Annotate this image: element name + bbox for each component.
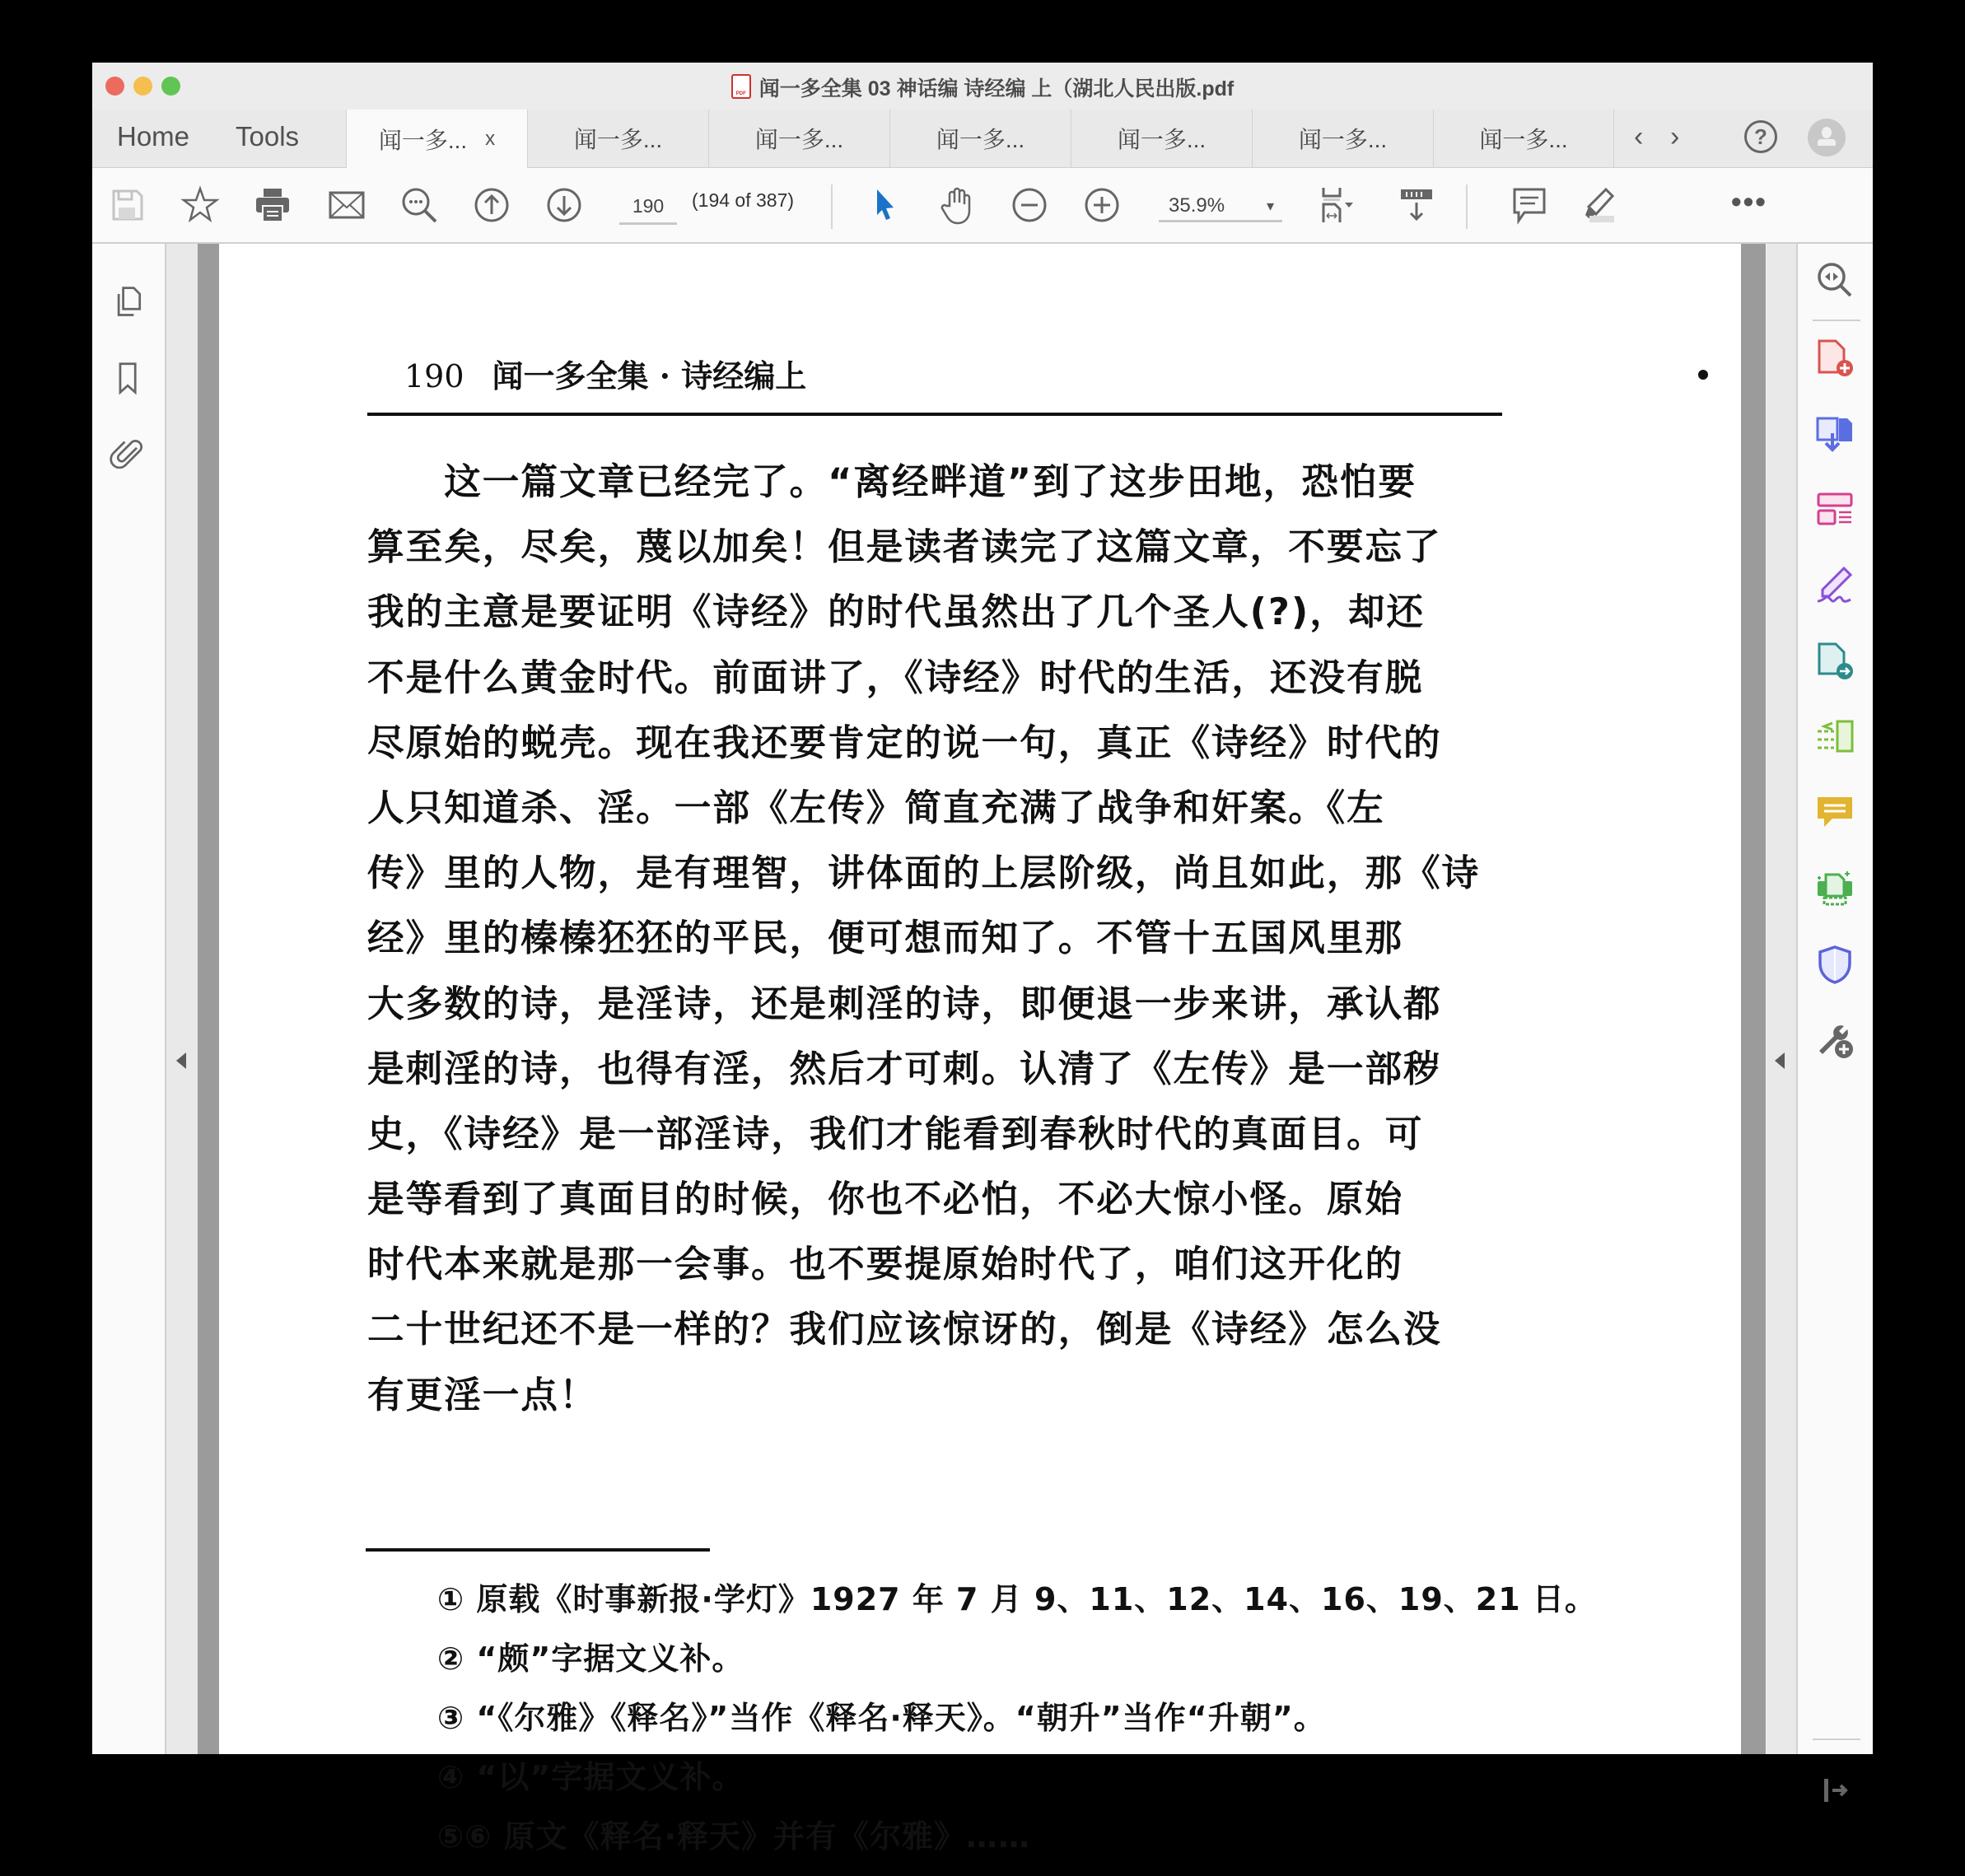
tab-label: 闻一多... xyxy=(1479,127,1568,152)
bookmarks-icon[interactable] xyxy=(107,357,150,400)
text-line: 是等看到了真面目的时候，你也不必怕，不必大惊小怪。原始 xyxy=(367,1178,1404,1221)
close-tab-icon[interactable]: x xyxy=(485,127,496,150)
more-tools-icon[interactable]: ••• xyxy=(1731,184,1767,218)
text-line: 人只知道杀、淫。一部《左传》简直充满了战争和奸案。《左 xyxy=(367,786,1385,829)
text-line: 经》里的榛榛狉狉的平民，便可想而知了。不管十五国风里那 xyxy=(367,917,1404,960)
window-title: PDF闻一多全集 03 神话编 诗经编 上（湖北人民出版.pdf xyxy=(92,72,1873,102)
pdf-page xyxy=(219,244,1741,1855)
fill-sign-icon[interactable] xyxy=(1811,562,1859,609)
footnote: ① 原载《时事新报·学灯》1927 年 7 月 9、11、12、14、16、19、21 日。 xyxy=(437,1581,1597,1617)
text-line: 时代本来就是那一会事。也不要提原始时代了，咱们这开化的 xyxy=(367,1243,1404,1286)
select-cursor-icon[interactable] xyxy=(864,184,905,226)
text-line: 尽原始的蜕壳。现在我还要肯定的说一句，真正《诗经》时代的 xyxy=(367,721,1442,764)
footnote: ⑤⑥ 原文《释名·释天》并有《尔雅》…… xyxy=(437,1818,1031,1855)
text-line: 是刺淫的诗，也得有淫，然后才可刺。认清了《左传》是一部秽 xyxy=(367,1047,1442,1090)
text-line: 算至矣，尽矣，蔑以加矣！但是读者读完了这篇文章，不要忘了 xyxy=(367,525,1442,569)
hand-icon[interactable] xyxy=(936,184,978,226)
find-icon[interactable] xyxy=(399,184,440,226)
left-panel-collapse-gutter[interactable] xyxy=(166,244,198,1754)
tab-scroll-left-icon[interactable]: ‹ xyxy=(1634,121,1644,152)
next-page-icon[interactable] xyxy=(544,184,585,226)
document-tab-5[interactable] xyxy=(1071,110,1252,167)
zoom-level-select[interactable]: 35.9% ▾ xyxy=(1159,186,1282,222)
text-line: 不是什么黄金时代。前面讲了，《诗经》时代的生活，还没有脱 xyxy=(367,656,1424,699)
user-avatar-icon[interactable] xyxy=(1808,119,1846,156)
tab-label: 闻一多... xyxy=(1117,127,1207,152)
print-icon[interactable] xyxy=(252,184,293,226)
document-tab-4[interactable] xyxy=(889,110,1071,167)
more-tools-icon[interactable] xyxy=(1811,1016,1859,1064)
right-tools-panel xyxy=(1798,244,1873,1754)
page-number-input[interactable]: 190 xyxy=(619,186,677,225)
print-production-icon[interactable] xyxy=(1811,865,1859,912)
tools-link[interactable]: Tools xyxy=(236,121,300,152)
attachments-icon[interactable] xyxy=(107,433,150,476)
tab-label: 闻一多... xyxy=(573,127,663,152)
collapse-panel-icon[interactable] xyxy=(1811,1766,1859,1813)
bookmark-star-icon[interactable] xyxy=(180,184,221,226)
zoom-out-icon[interactable] xyxy=(1009,184,1050,226)
document-tab-6[interactable] xyxy=(1252,110,1433,167)
title-bar xyxy=(92,63,1873,110)
panel-divider xyxy=(1813,1738,1860,1740)
expand-right-pane-icon[interactable] xyxy=(1775,1052,1785,1069)
text-line: 二十世纪还不是一样的？我们应该惊讶的，倒是《诗经》怎么没 xyxy=(367,1308,1442,1351)
scrolling-mode-icon[interactable] xyxy=(1396,184,1437,226)
document-tab-3[interactable] xyxy=(708,110,889,167)
text-line: 传》里的人物，是有理智，讲体面的上层阶级，尚且如此，那《诗 xyxy=(367,852,1481,895)
body-text xyxy=(367,450,1512,1428)
tab-label: 闻一多... xyxy=(378,127,468,153)
document-tab-2[interactable] xyxy=(527,110,708,167)
left-navigation-panel xyxy=(92,244,166,1754)
text-line: 我的主意是要证明《诗经》的时代虽然出了几个圣人(?)，却还 xyxy=(367,590,1426,634)
prev-page-icon[interactable] xyxy=(471,184,512,226)
page-background xyxy=(198,244,219,1754)
comment-icon[interactable] xyxy=(1509,184,1550,226)
text-line: 史，《诗经》是一部淫诗，我们才能看到春秋时代的真面目。可 xyxy=(367,1112,1424,1155)
page-count: (194 of 387) xyxy=(692,189,795,211)
panel-divider xyxy=(1813,320,1860,321)
collapse-left-panel-icon[interactable] xyxy=(176,1052,186,1069)
compress-pdf-icon[interactable] xyxy=(1811,713,1859,761)
text-line: 有更淫一点！ xyxy=(367,1373,598,1416)
footnotes xyxy=(437,1570,1597,1866)
right-panel-collapse-gutter[interactable] xyxy=(1767,244,1798,1754)
tab-bar xyxy=(92,110,1873,168)
home-link[interactable]: Home xyxy=(117,121,190,152)
document-tab-1[interactable] xyxy=(346,110,527,168)
footnote-rule xyxy=(366,1548,710,1552)
toolbar-divider xyxy=(831,184,833,229)
tab-label: 闻一多... xyxy=(936,127,1025,152)
page-display-icon[interactable] xyxy=(1317,184,1358,226)
email-icon[interactable] xyxy=(326,184,367,226)
organize-pages-icon[interactable] xyxy=(1811,486,1859,534)
text-line: 大多数的诗，是淫诗，还是刺淫的诗，即便退一步来讲，承认都 xyxy=(367,982,1442,1025)
document-tab-7[interactable] xyxy=(1433,110,1614,167)
page-header: 190 闻一多全集 · 诗经编上 xyxy=(404,357,807,394)
page-background xyxy=(1741,244,1766,1754)
tab-label: 闻一多... xyxy=(754,127,844,152)
footnote: ④ “以”字据文义补。 xyxy=(437,1759,744,1795)
highlight-pen-icon[interactable] xyxy=(1580,184,1621,226)
page-thumbnails-icon[interactable] xyxy=(107,281,150,324)
tab-scroll-right-icon[interactable]: › xyxy=(1670,121,1680,152)
toolbar-divider xyxy=(1466,184,1468,229)
save-icon[interactable] xyxy=(107,184,148,226)
zoom-in-icon[interactable] xyxy=(1081,184,1123,226)
send-for-comments-icon[interactable] xyxy=(1811,637,1859,685)
footnote: ③ “《尔雅》《释名》”当作《释名·释天》。“朝升”当作“升朝”。 xyxy=(437,1700,1326,1736)
header-rule xyxy=(367,413,1502,416)
create-pdf-icon[interactable] xyxy=(1811,334,1859,382)
chevron-down-icon: ▾ xyxy=(1266,198,1274,214)
comment-tool-icon[interactable] xyxy=(1811,789,1859,837)
footnote: ② “颇”字据文义补。 xyxy=(437,1640,744,1677)
protect-icon[interactable] xyxy=(1811,940,1859,988)
help-icon[interactable]: ? xyxy=(1744,120,1777,153)
acrobat-window xyxy=(92,63,1873,1855)
enhance-scan-icon[interactable] xyxy=(1811,256,1859,304)
scan-speck xyxy=(1698,370,1708,380)
toolbar xyxy=(92,168,1873,244)
tab-label: 闻一多... xyxy=(1298,127,1388,152)
export-pdf-icon[interactable] xyxy=(1811,410,1859,458)
text-line: 这一篇文章已经完了。“离经畔道”到了这步田地，恐怕要 xyxy=(367,460,1417,503)
pdf-file-icon xyxy=(731,74,751,99)
